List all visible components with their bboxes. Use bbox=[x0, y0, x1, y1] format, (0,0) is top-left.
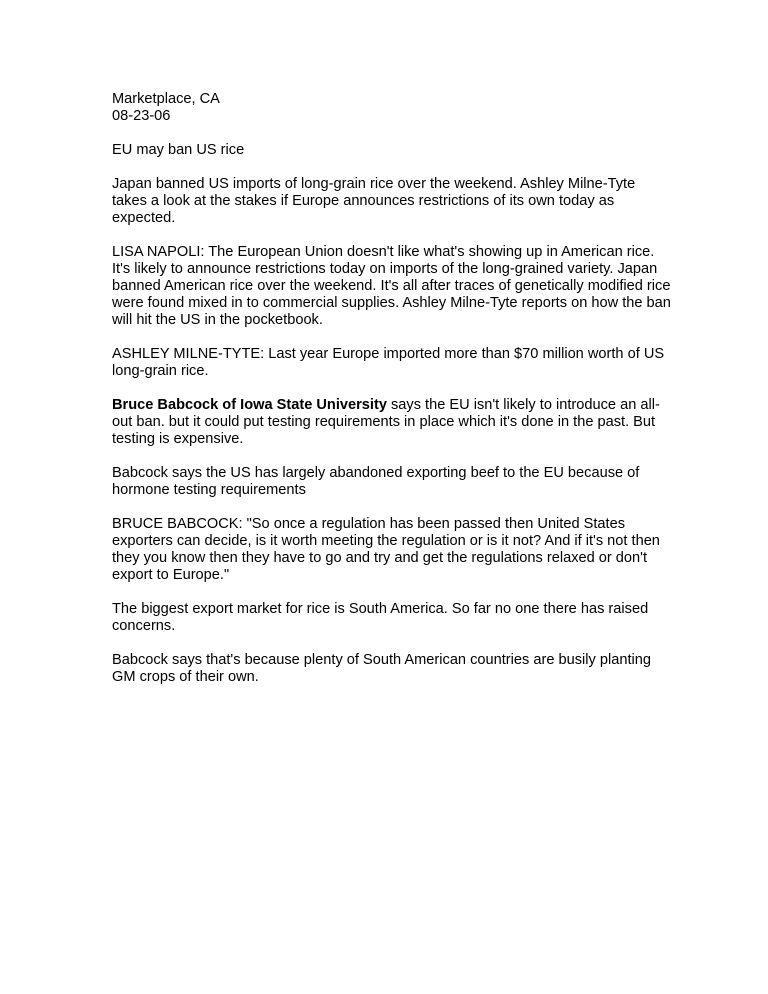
source-line: Marketplace, CA bbox=[112, 91, 220, 107]
south-america-paragraph: The biggest export market for rice is South America. So far no one there has raised concerns. bbox=[112, 601, 649, 634]
headline: EU may ban US rice bbox=[112, 142, 245, 158]
document-header bbox=[112, 91, 672, 125]
closing-paragraph: Babcock says that's because plenty of South American countries are busily planting GM crops of their own. bbox=[112, 652, 652, 685]
milne-tyte-paragraph: ASHLEY MILNE-TYTE: Last year Europe imported more than $70 million worth of US long-grain rice. bbox=[112, 346, 665, 379]
babcock-name: Bruce Babcock of Iowa State University bbox=[112, 397, 387, 413]
document-page bbox=[112, 91, 672, 703]
date-line: 08-23-06 bbox=[112, 108, 171, 124]
babcock-quote-paragraph: BRUCE BABCOCK: "So once a regulation has been passed then United States exporters can decide, is it worth meeting the regulation or is it not? And if it's not then they you know then they have to go and try and get the regulations relaxed or don't export to Europe." bbox=[112, 516, 660, 583]
intro-paragraph: Japan banned US imports of long-grain rice over the weekend. Ashley Milne-Tyte takes a look at the stakes if Europe announces restrictions of its own today as expected. bbox=[112, 176, 636, 226]
beef-paragraph: Babcock says the US has largely abandoned exporting beef to the EU because of hormone testing requirements bbox=[112, 465, 640, 498]
babcock-text: says the EU isn't likely to introduce an all-out ban. but it could put testing requirements in place which it's done in the past. But testing is expensive. bbox=[112, 397, 660, 447]
napoli-paragraph: LISA NAPOLI: The European Union doesn't like what's showing up in American rice. It's likely to announce restrictions today on imports of the long-grained variety. Japan banned American rice over the weekend. It's all after traces of genetically modified rice were found mixed in to commercial supplies. Ashley Milne-Tyte reports on how the ban will hit the US in the pocketbook. bbox=[112, 244, 671, 328]
babcock-paragraph bbox=[112, 397, 672, 448]
